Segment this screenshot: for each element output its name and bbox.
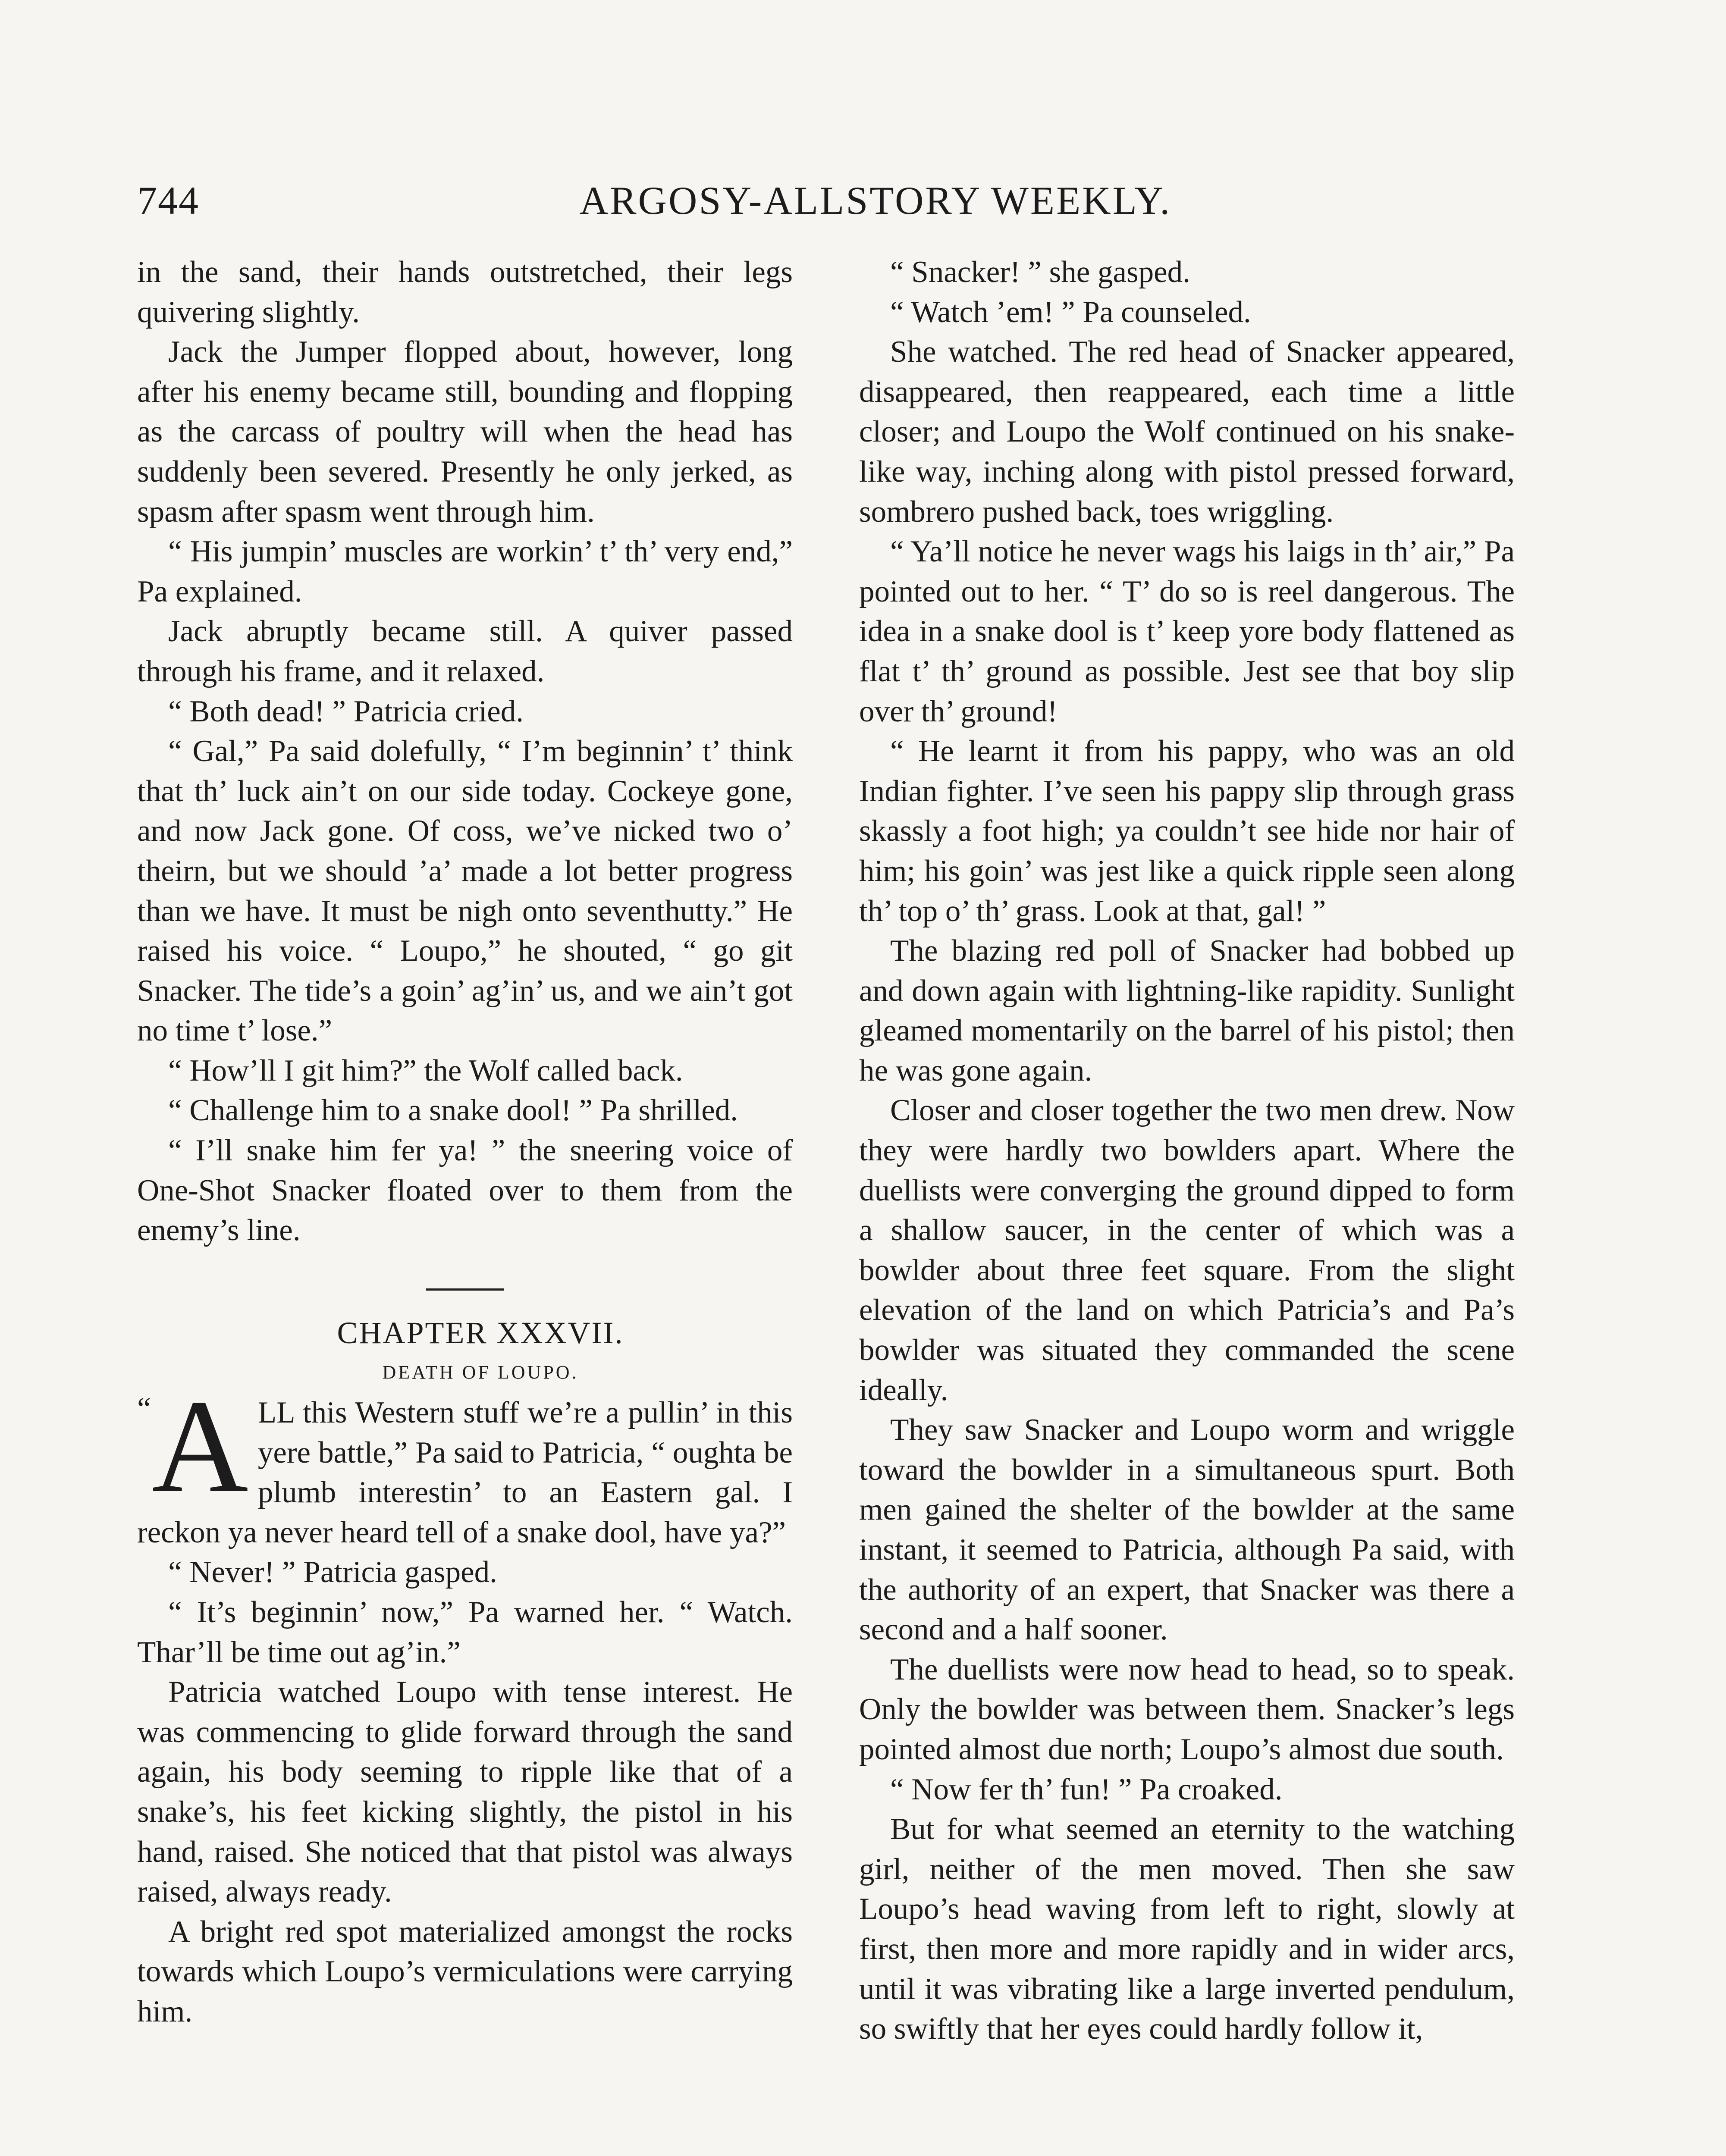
left-column [137,252,793,2032]
paragraph: in the sand, their hands outstretched, their legs quivering slightly. [137,255,793,329]
right-column [859,252,1515,2049]
paragraph: Jack the Jumper flopped about, however, long after his enemy became still, bounding and flopping as the carcass of poultry will when the head has suddenly been severed. Presently he only jerked, as spasm after spasm went through him. [137,335,793,529]
paragraph: She watched. The red head of Snacker appeared, disappeared, then reappeared, each time a little closer; and Loupo the Wolf continued on his snake-like way, inching along with pistol pressed forward, sombrero pushed back, toes wriggling. [859,335,1515,529]
paragraph: “ Both dead! ” Patricia cried. [168,694,524,728]
paragraph: “ Never! ” Patricia gasped. [168,1555,497,1589]
opening-text: LL this Western stuff we’re a pullin’ in this yere battle,” Pa said to Patricia, “ oughta be plumb interestin’ to an Eastern gal. I reckon ya never heard tell of a snake dool, have ya?” [137,1396,793,1549]
page-number: 744 [137,179,199,222]
running-head: ARGOSY-ALLSTORY WEEKLY. [579,179,1172,222]
paragraph: But for what seemed an eternity to the watching girl, neither of the men moved. Then she saw Loupo’s head waving from left to right, slowly at first, then more and more rapidly and in wider arcs, until it was vibrating like a large inverted pendulum, so swiftly that her eyes could hardly follow it, [859,1812,1515,2046]
drop-cap: A [151,1373,248,1521]
paragraph: Closer and closer together the two men drew. Now they were hardly two bowlders apart. Where the duellists were converging the ground dipped to form a shallow saucer, in the center of which was a bowlder about three feet square. From the slight elevation of the land on which Patricia’s and Pa’s bowlder was situated they commanded the scene ideally. [859,1094,1515,1407]
paragraph: “ Ya’ll notice he never wags his laigs in th’ air,” Pa pointed out to her. “ T’ do so is reel dangerous. The idea in a snake dool is t’ keep yore body flattened as flat t’ th’ ground as possible. Jest see that boy slip over th’ ground! [859,535,1515,728]
paragraph: “ He learnt it from his pappy, who was an old Indian fighter. I’ve seen his pappy slip through grass skassly a foot high; ya couldn’t see hide nor hair of him; his goin’ was jest like a quick ripple seen along th’ top o’ th’ grass. Look at that, gal! ” [859,734,1515,928]
paragraph: “ It’s beginnin’ now,” Pa warned her. “ Watch. Thar’ll be time out ag’in.” [137,1595,793,1669]
paragraph: “ Snacker! ” she gasped. [890,255,1190,289]
chapter-opening-paragraph [137,1373,793,1552]
paragraph: “ I’ll snake him fer ya! ” the sneering voice of One-Shot Snacker floated over to them from the enemy’s line. [137,1134,793,1247]
chapter-title: CHAPTER XXXVII. [337,1315,624,1350]
paragraph: “ Gal,” Pa said dolefully, “ I’m beginnin’ t’ think that th’ luck ain’t on our side today. Cockeye gone, and now Jack gone. Of coss, we’ve nicked two o’ theirn, but we should ’a’ made a lot better progress than we have. It must be nigh onto seventhutty.” He raised his voice. “ Loupo,” he shouted, “ go git Snacker. The tide’s a goin’ ag’in’ us, and we ain’t got no time t’ lose.” [137,734,793,1048]
paragraph: “ Watch ’em! ” Pa counseled. [890,295,1251,329]
paragraph: The duellists were now head to head, so to speak. Only the bowlder was between them. Snacker’s legs pointed almost due north; Loupo’s almost due south. [859,1652,1515,1766]
paragraph: Patricia watched Loupo with tense interest. He was commencing to glide forward through the sand again, his body seeming to ripple like that of a snake’s, his feet kicking slightly, the pistol in his hand, raised. She noticed that that pistol was always raised, always ready. [137,1675,793,1909]
paragraph: “ His jumpin’ muscles are workin’ t’ th’ very end,” Pa explained. [137,535,793,608]
paragraph: “ How’ll I git him?” the Wolf called back. [168,1053,683,1087]
paragraph: Jack abruptly became still. A quiver passed through his frame, and it relaxed. [137,614,793,688]
paragraph: They saw Snacker and Loupo worm and wriggle toward the bowlder in a simultaneous spurt. Both men gained the shelter of the bowlder at the same instant, it seemed to Patricia, although Pa said, with the authority of an expert, that Snacker was there a second and a half sooner. [859,1413,1515,1647]
paragraph: “ Challenge him to a snake dool! ” Pa shrilled. [168,1094,738,1128]
paragraph: The blazing red poll of Snacker had bobbed up and down again with lightning-like rapidity. Sunlight gleamed momentarily on the barrel of his pistol; then he was gone again. [859,934,1515,1087]
chapter-subtitle: DEATH OF LOUPO. [382,1362,579,1383]
paragraph: A bright red spot materialized amongst the rocks towards which Loupo’s vermiculations were carrying him. [137,1915,793,2028]
paragraph: “ Now fer th’ fun! ” Pa croaked. [890,1772,1283,1806]
opening-quote-mark: “ [137,1391,151,1426]
section-rule [426,1288,504,1291]
